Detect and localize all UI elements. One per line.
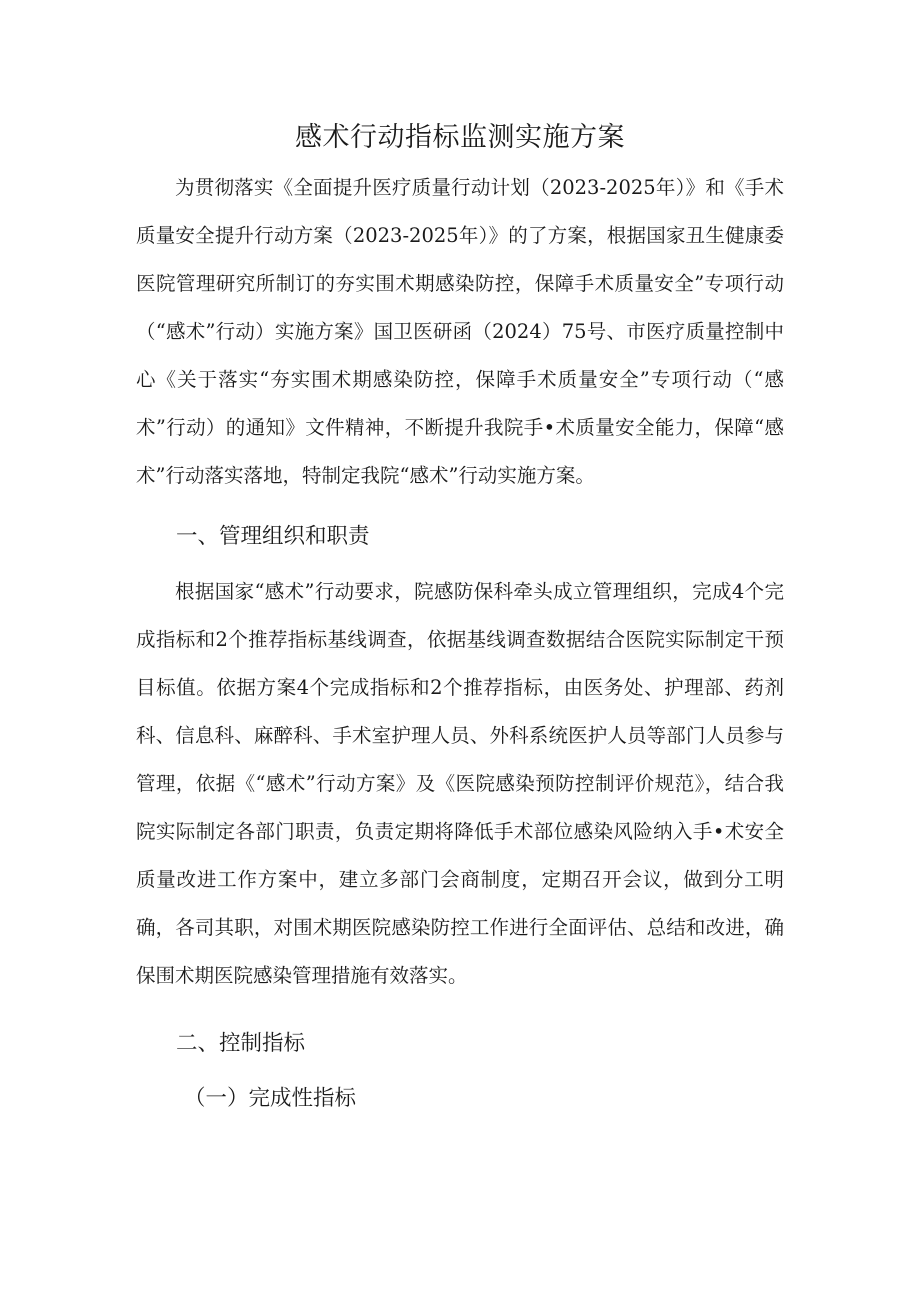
section-heading-control-indicators: 二、控制指标 bbox=[176, 1031, 306, 1056]
subheading-completion-indicators: （一）完成性指标 bbox=[184, 1086, 357, 1111]
section-heading-management: 一、管理组织和职责 bbox=[176, 524, 370, 549]
intro-paragraph: 为贯彻落实《全面提升医疗质量行动计划（2023-2025年）》和《手术质量安全提升行动方案（2023-2025年）》的了方案，根据国家丑生健康委医院管理研究所制订的夯实围术期感染防控，保障手术质量安全”专项行动（“感术”行动）实施方案》国卫医研函（2024）75号、市医疗质量控制中心《关于落实“夯实围术期感染防控，保障手术质量安全”专项行动（“感术”行动）的通知》文件精神，不断提升我院手•术质量安全能力，保障“感术”行动落实落地，特制定我院“感术”行动实施方案。 bbox=[136, 176, 784, 487]
management-paragraph: 根据国家“感术”行动要求，院感防保科牵头成立管理组织，完成4个完成指标和2个推荐指标基线调查，依据基线调查数据结合医院实际制定干预目标值。依据方案4个完成指标和2个推荐指标，由医务处、护理部、药剂科、信息科、麻醉科、手术室护理人员、外科系统医护人员等部门人员参与管理，依据《“感术”行动方案》及《医院感染预防控制评价规范》，结合我院实际制定各部门职责，负责定期将降低手术部位感染风险纳入手•术安全质量改进工作方案中，建立多部门会商制度，定期召开会议，做到分工明确，各司其职，对围术期医院感染防控工作进行全面评估、总结和改进，确保围术期医院感染管理措施有效落实。 bbox=[136, 580, 784, 987]
document-title: 感术行动指标监测实施方案 bbox=[295, 122, 625, 153]
